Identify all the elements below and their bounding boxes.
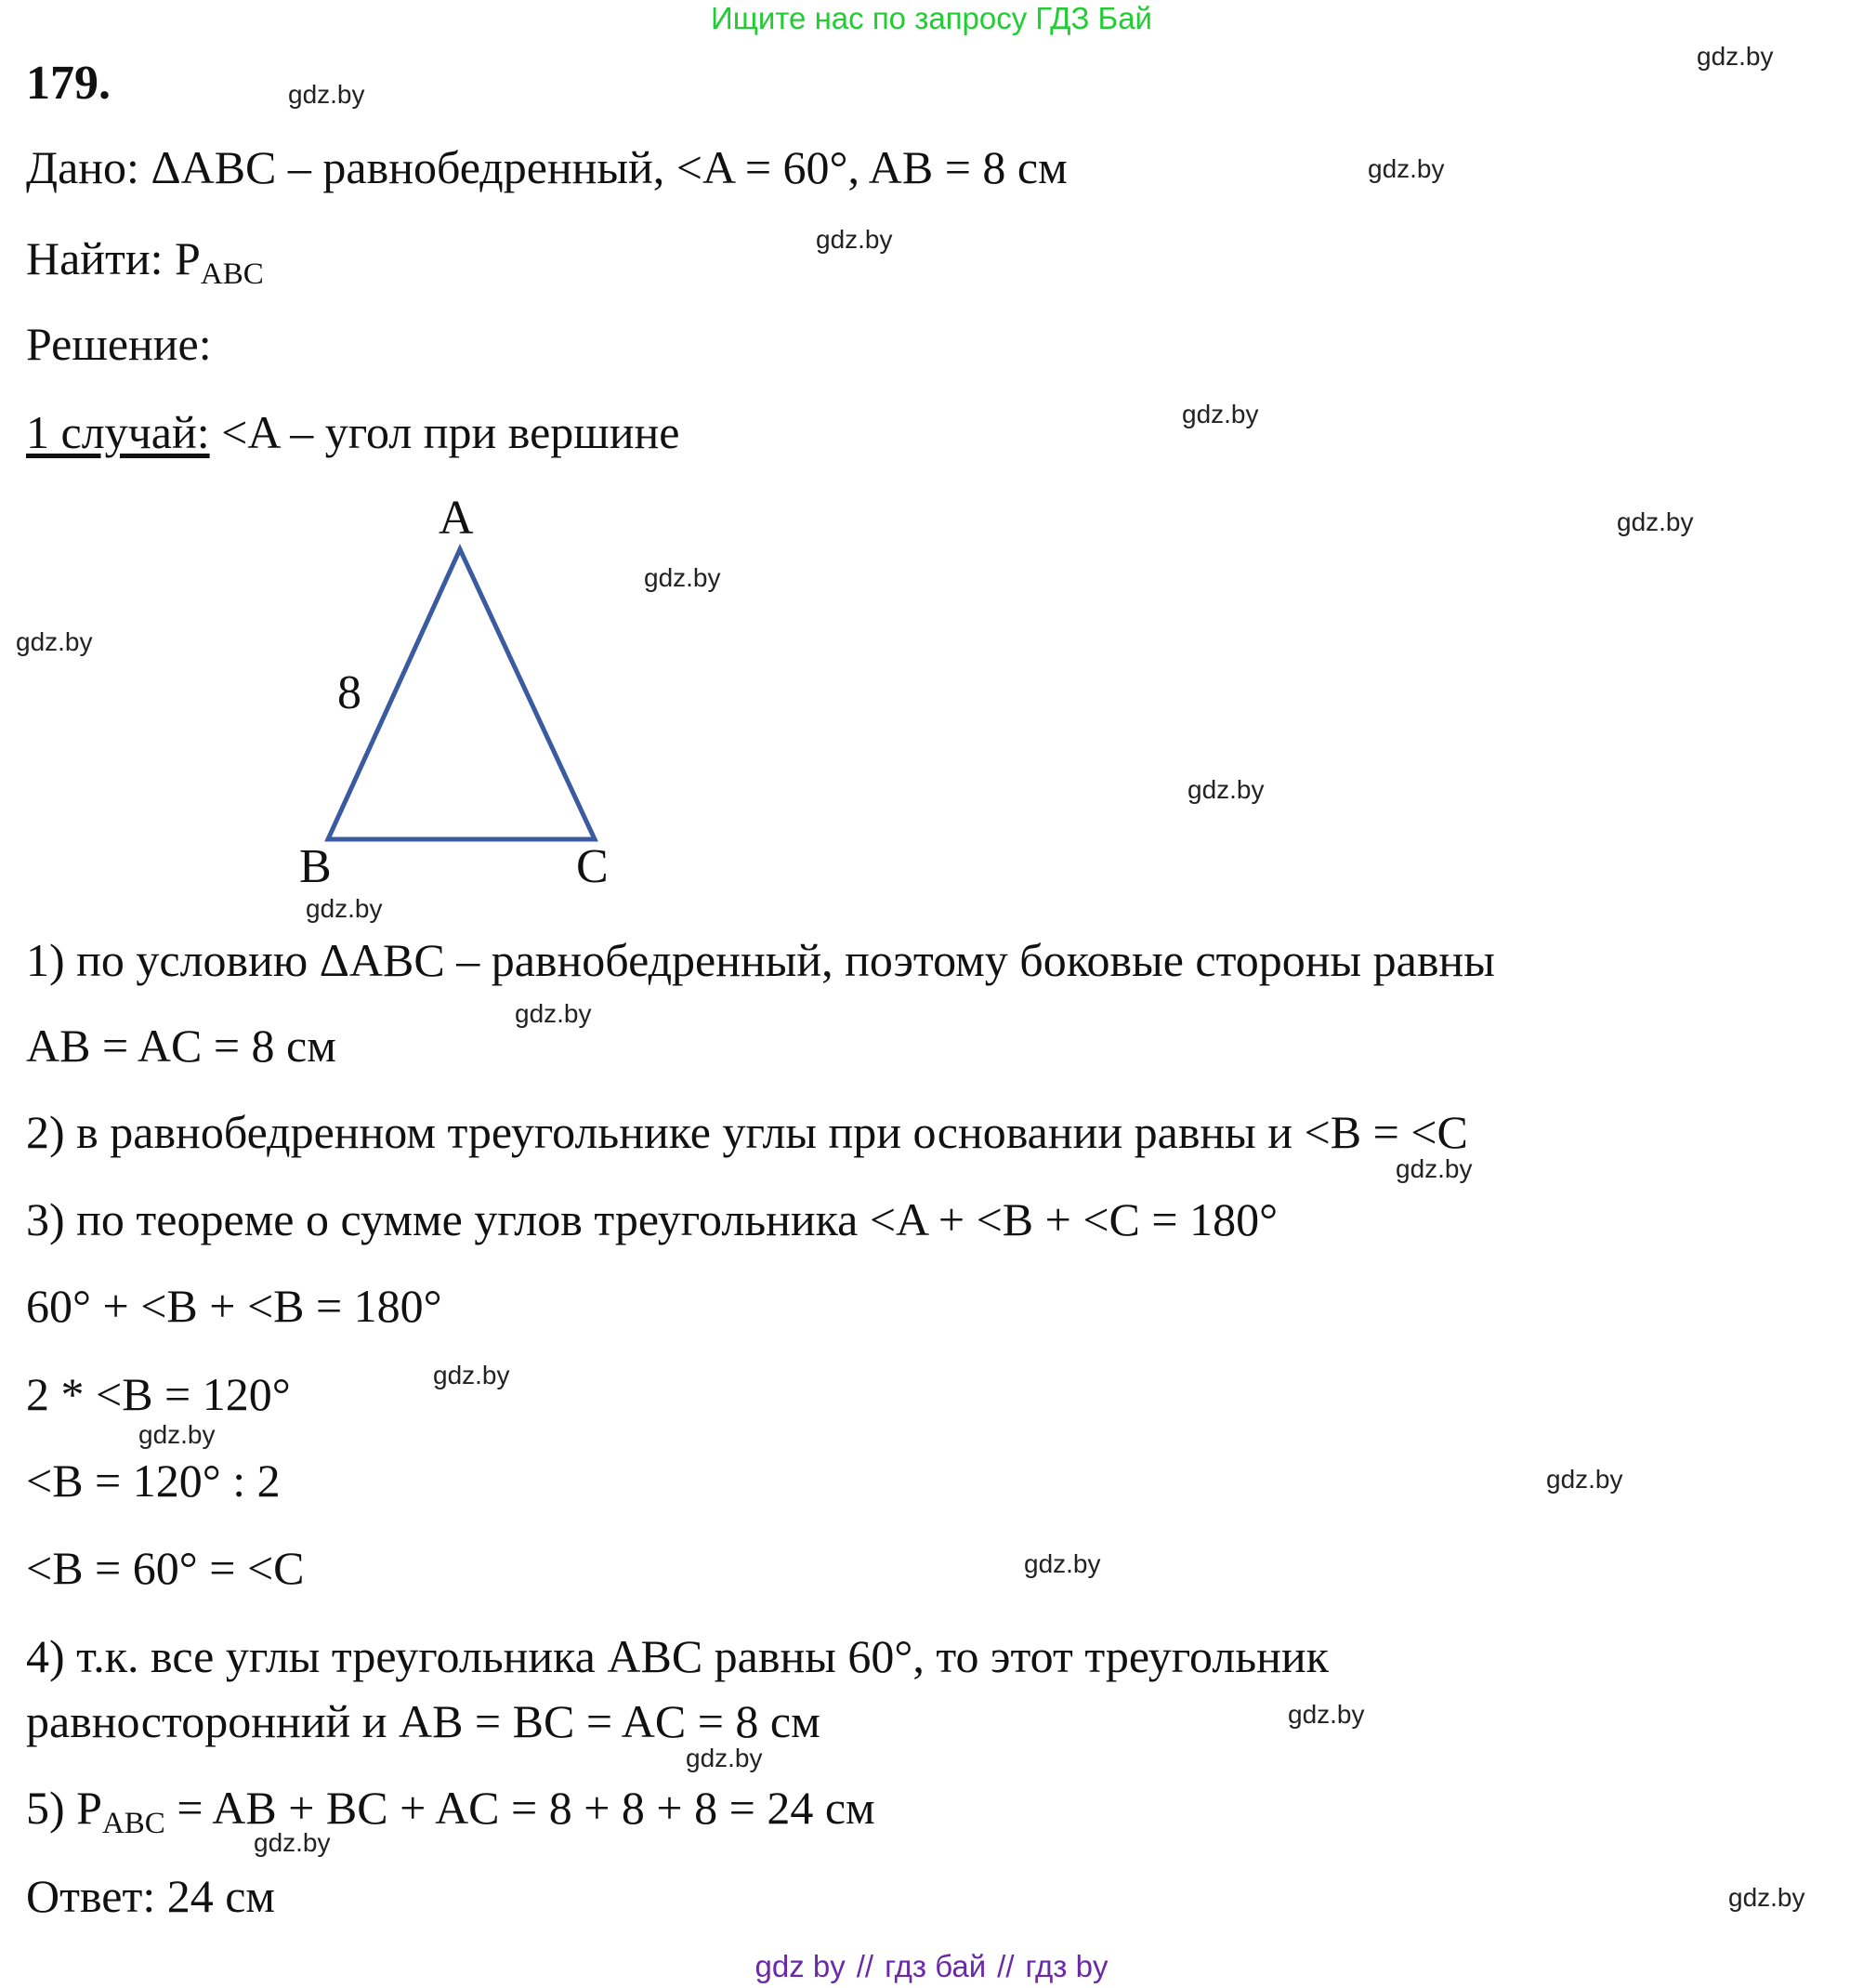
step1-line1: 1) по условию ΔABC – равнобедренный, поэтому боковые стороны равны [26, 934, 1495, 986]
case1-text: <A – угол при вершине [209, 406, 680, 458]
step1-line2: AB = AC = 8 см [26, 1020, 336, 1072]
find-line [26, 230, 264, 291]
watermark: gdz.by [1024, 1549, 1101, 1578]
footer-link-gdz-by-cyr[interactable]: гдз by [1025, 1949, 1109, 1983]
equation-1: 60° + <B + <B = 180° [26, 1280, 442, 1332]
equation-4: <B = 60° = <C [26, 1542, 305, 1594]
equation-3: <B = 120° : 2 [26, 1455, 281, 1507]
watermark: gdz.by [433, 1361, 510, 1389]
vertex-b-label: B [299, 840, 332, 893]
top-banner[interactable]: Ищите нас по запросу ГДЗ Бай [711, 1, 1152, 35]
watermark: gdz.by [138, 1420, 216, 1449]
equation-2: 2 * <B = 120° [26, 1368, 291, 1420]
footer-link-gdz-bai[interactable]: гдз бай [885, 1949, 987, 1983]
vertex-a-label: A [439, 492, 474, 545]
watermark: gdz.by [254, 1828, 331, 1857]
step4-line1: 4) т.к. все углы треугольника ABC равны 60°, то этот треугольник [26, 1630, 1329, 1682]
watermark: gdz.by [686, 1744, 763, 1772]
triangle-abc [328, 549, 595, 839]
watermark: gdz.by [1728, 1883, 1805, 1912]
watermark: gdz.by [1546, 1465, 1623, 1494]
vertex-c-label: C [576, 840, 609, 893]
given-line: Дано: ΔABC – равнобедренный, <A = 60°, AB = 8 см [26, 141, 1068, 193]
step5-prefix: 5) P [26, 1782, 102, 1834]
watermark: gdz.by [644, 563, 721, 592]
watermark: gdz.by [816, 225, 893, 254]
watermark: gdz.by [1288, 1700, 1365, 1729]
task-number: 179. [26, 57, 111, 110]
watermark: gdz.by [1697, 42, 1774, 71]
find-label: Найти: P [26, 232, 201, 284]
step3-line: 3) по теореме о сумме углов треугольника <A + <B + <C = 180° [26, 1193, 1279, 1245]
footer-separator: // [997, 1949, 1015, 1983]
step5-line [26, 1780, 875, 1840]
solution-label: Решение: [26, 318, 212, 370]
step4-line2: равносторонний и AB = BC = AC = 8 см [26, 1695, 820, 1747]
watermark: gdz.by [515, 999, 592, 1028]
watermark: gdz.by [1368, 154, 1445, 183]
answer-line: Ответ: 24 см [26, 1870, 276, 1922]
step5-rest: = AB + BC + AC = 8 + 8 + 8 = 24 см [164, 1782, 875, 1834]
watermark: gdz.by [306, 894, 383, 923]
side-ab-label: 8 [337, 666, 361, 719]
watermark: gdz.by [1187, 775, 1265, 804]
case1-label: 1 случай: [26, 406, 210, 458]
step5-subscript: ABC [101, 1807, 165, 1840]
watermark: gdz.by [1396, 1154, 1473, 1183]
footer-link-gdz-by[interactable]: gdz by [754, 1949, 846, 1983]
watermark: gdz.by [16, 627, 93, 656]
step2-line: 2) в равнобедренном треугольнике углы при основании равны и <B = <C [26, 1106, 1468, 1158]
find-subscript: ABC [200, 257, 264, 291]
case1-line [26, 404, 679, 460]
watermark: gdz.by [288, 80, 365, 109]
triangle-figure [279, 488, 650, 906]
watermark: gdz.by [1182, 400, 1259, 428]
footer-separator: // [856, 1949, 874, 1983]
watermark: gdz.by [1617, 507, 1694, 536]
footer [0, 1948, 1863, 1985]
